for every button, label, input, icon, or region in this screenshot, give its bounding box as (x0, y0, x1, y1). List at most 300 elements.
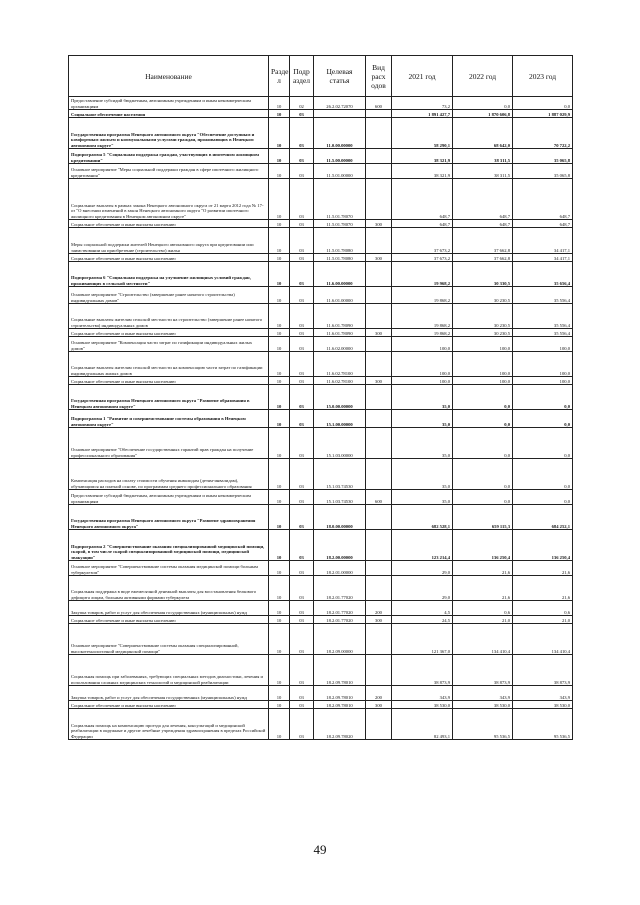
cell-expense-type: 200 (366, 686, 392, 701)
table-row (69, 616, 573, 624)
table-row (69, 530, 573, 561)
table-row (69, 228, 573, 254)
cell-podrazdel: 03 (290, 287, 314, 304)
cell-expense-type: 600 (366, 490, 392, 505)
cell-podrazdel: 03 (290, 220, 314, 228)
cell-name: Основное мероприятие "Обеспечение государственных гарантий прав граждан на получение профессионального образования" (69, 428, 269, 459)
cell-razdel: 10 (269, 616, 290, 624)
cell-expense-type (366, 561, 392, 576)
cell-podrazdel: 02 (290, 97, 314, 110)
cell-name: Основное мероприятие "Компенсация части затрат по газификации индивидуальных жилых домов" (69, 337, 269, 352)
cell-2023: 100,0 (513, 377, 573, 385)
cell-podrazdel: 03 (290, 655, 314, 686)
cell-2022: 659 115,3 (453, 505, 513, 530)
table-row (69, 164, 573, 179)
cell-podrazdel: 03 (290, 616, 314, 624)
cell-2023: 100,0 (513, 352, 573, 377)
cell-expense-type (366, 179, 392, 220)
table-row (69, 459, 573, 490)
table-body (69, 97, 573, 740)
cell-2023: 134 410,4 (513, 624, 573, 655)
cell-name: Социальные выплаты в рамках закона Ненецкого автономного округа от 21 марта 2012 года № 17-оз "О внесении изменений в закон Ненецкого автономного округа "О развитии ипотечного жилищного кредитования в Ненецком автономном округе" (69, 179, 269, 220)
cell-target-article: 18.2.09.78010 (314, 686, 366, 701)
cell-expense-type (366, 228, 392, 254)
cell-expense-type (366, 624, 392, 655)
cell-name: Социальная помощь на компенсацию проезда для лечения, консультаций и медицинской реабилитации в окружные и другие лечебные учреждения здравоохранения в пределах Российской Федерации (69, 709, 269, 740)
cell-podrazdel: 03 (290, 624, 314, 655)
cell-2023: 0,6 (513, 601, 573, 616)
cell-2021: 100,0 (392, 352, 453, 377)
table-row (69, 410, 573, 428)
cell-2022: 38 530,0 (453, 701, 513, 709)
cell-razdel: 10 (269, 530, 290, 561)
cell-razdel: 10 (269, 601, 290, 616)
cell-2023: 0,0 (513, 97, 573, 110)
cell-2021: 682 528,1 (392, 505, 453, 530)
cell-name: Социальные выплаты жителям сельской местности на строительство (завершение ранее начатого строительства) индивидуальных домов (69, 304, 269, 329)
table-row (69, 304, 573, 329)
cell-razdel: 10 (269, 179, 290, 220)
cell-2023: 100,0 (513, 337, 573, 352)
cell-expense-type: 200 (366, 601, 392, 616)
cell-2022: 21,6 (453, 576, 513, 601)
cell-podrazdel: 03 (290, 410, 314, 428)
cell-2021: 19 868,2 (392, 329, 453, 337)
table-row (69, 179, 573, 220)
cell-razdel: 10 (269, 624, 290, 655)
cell-target-article: 11.5.01.78080 (314, 228, 366, 254)
cell-razdel: 10 (269, 149, 290, 164)
cell-2023: 21,6 (513, 576, 573, 601)
cell-target-article: 11.5.01.78070 (314, 179, 366, 220)
cell-2023: 648,7 (513, 220, 573, 228)
table-row (69, 601, 573, 616)
cell-podrazdel: 03 (290, 601, 314, 616)
cell-podrazdel: 03 (290, 110, 314, 118)
cell-razdel: 10 (269, 655, 290, 686)
cell-name: Социальное обеспечение населения (69, 110, 269, 118)
cell-2023: 21,6 (513, 561, 573, 576)
cell-podrazdel: 03 (290, 164, 314, 179)
table-row (69, 352, 573, 377)
table-row (69, 505, 573, 530)
cell-target-article: 11.0.00.00000 (314, 118, 366, 149)
cell-2023: 0,0 (513, 490, 573, 505)
cell-2023: 34 417,1 (513, 228, 573, 254)
cell-name: Закупка товаров, работ и услуг для обеспечения государственных (муниципальных) нужд (69, 686, 269, 701)
cell-2021: 29,0 (392, 576, 453, 601)
cell-2021: 35,0 (392, 490, 453, 505)
cell-razdel: 10 (269, 576, 290, 601)
cell-expense-type: 600 (366, 97, 392, 110)
cell-name: Социальная помощь при заболеваниях, требующих специальных методов диагностики, лечения и использования сложных медицинских технологий и медицинской реабилитации (69, 655, 269, 686)
cell-expense-type (366, 530, 392, 561)
cell-razdel: 10 (269, 164, 290, 179)
cell-razdel: 10 (269, 337, 290, 352)
cell-2021: 35,0 (392, 459, 453, 490)
cell-expense-type (366, 655, 392, 686)
cell-podrazdel: 03 (290, 352, 314, 377)
cell-razdel: 10 (269, 459, 290, 490)
cell-target-article: 11.6.01.78090 (314, 329, 366, 337)
cell-2021: 100,0 (392, 377, 453, 385)
cell-2022: 30 230,5 (453, 304, 513, 329)
cell-name: Меры социальной поддержки жителей Ненецкого автономного округа при кредитовании или заимствовании на приобретение (строительство) жилья (69, 228, 269, 254)
cell-2023: 343,9 (513, 686, 573, 701)
col-header-2023: 2023 год (513, 56, 573, 97)
cell-razdel: 10 (269, 110, 290, 118)
cell-expense-type (366, 149, 392, 164)
cell-expense-type: 300 (366, 329, 392, 337)
cell-2021: 24,5 (392, 616, 453, 624)
cell-2021: 38 321,9 (392, 149, 453, 164)
cell-target-article: 11.5.01.78080 (314, 254, 366, 262)
cell-name: Государственная программа Ненецкого автономного округа "Развитие здравоохранения Ненецкого автономного округа" (69, 505, 269, 530)
cell-razdel: 10 (269, 228, 290, 254)
cell-podrazdel: 03 (290, 505, 314, 530)
cell-2021: 35,0 (392, 428, 453, 459)
cell-2022: 648,7 (453, 179, 513, 220)
table-row (69, 118, 573, 149)
cell-target-article: 11.6.00.00000 (314, 262, 366, 287)
cell-name: Социальное обеспечение и иные выплаты населению (69, 329, 269, 337)
cell-2022: 30 230,5 (453, 287, 513, 304)
cell-name: Подпрограмма 1 "Развитие и совершенствование системы образования в Ненецком автономном округе" (69, 410, 269, 428)
cell-2021: 37 673,2 (392, 254, 453, 262)
cell-2022: 0,0 (453, 410, 513, 428)
cell-podrazdel: 03 (290, 228, 314, 254)
cell-name: Государственная программа Ненецкого автономного округа "Обеспечение доступным и комфортным жильем и коммунальными услугами граждан, проживающих в Ненецком автономном округе" (69, 118, 269, 149)
cell-2021: 29,0 (392, 561, 453, 576)
cell-2022: 0,6 (453, 601, 513, 616)
cell-2021: 100,0 (392, 337, 453, 352)
table-row (69, 220, 573, 228)
cell-podrazdel: 03 (290, 179, 314, 220)
cell-target-article: 11.6.02.00000 (314, 337, 366, 352)
cell-2023: 38 873,9 (513, 655, 573, 686)
cell-name: Социальное обеспечение и иные выплаты населению (69, 220, 269, 228)
cell-2021: 19 968,2 (392, 262, 453, 287)
cell-podrazdel: 03 (290, 709, 314, 740)
cell-podrazdel: 03 (290, 490, 314, 505)
cell-target-article (314, 110, 366, 118)
cell-target-article: 18.2.01.77020 (314, 601, 366, 616)
table-row (69, 490, 573, 505)
cell-expense-type: 300 (366, 377, 392, 385)
cell-razdel: 10 (269, 686, 290, 701)
cell-expense-type (366, 459, 392, 490)
cell-target-article: 18.2.01.77020 (314, 616, 366, 624)
cell-2023: 1 887 029,9 (513, 110, 573, 118)
cell-name: Социальное обеспечение и иные выплаты населению (69, 254, 269, 262)
table-row (69, 329, 573, 337)
cell-target-article: 15.1.03.74530 (314, 490, 366, 505)
cell-2023: 35 556,4 (513, 329, 573, 337)
cell-podrazdel: 03 (290, 329, 314, 337)
cell-name: Подпрограмма 6 "Социальная поддержка на улучшение жилищных условий граждан, проживающих в сельской местности" (69, 262, 269, 287)
cell-2022: 0,0 (453, 490, 513, 505)
cell-expense-type (366, 287, 392, 304)
cell-name: Компенсация расходов на оплату стоимости обучения инвалидам (детям-инвалидам), обучающимся на платной основе, по программам среднего профессионального образования (69, 459, 269, 490)
cell-expense-type: 300 (366, 701, 392, 709)
cell-2022: 1 870 606,8 (453, 110, 513, 118)
col-header-2022: 2022 год (453, 56, 513, 97)
cell-2021: 123 214,4 (392, 530, 453, 561)
cell-target-article: 18.2.09.00000 (314, 624, 366, 655)
cell-target-article: 18.2.00.00000 (314, 530, 366, 561)
cell-expense-type (366, 576, 392, 601)
cell-2023: 0,0 (513, 459, 573, 490)
cell-name: Основное мероприятие "Совершенствование системы оказания медицинской помощи больным туберкулезом" (69, 561, 269, 576)
cell-expense-type: 300 (366, 616, 392, 624)
cell-2021: 37 673,2 (392, 228, 453, 254)
cell-2021: 58 290,1 (392, 118, 453, 149)
table-row (69, 655, 573, 686)
cell-2023: 0,0 (513, 428, 573, 459)
cell-name: Подпрограмма 5 "Социальная поддержка граждан, участвующих в ипотечном жилищном кредитовании" (69, 149, 269, 164)
cell-2022: 0,0 (453, 428, 513, 459)
table-row (69, 110, 573, 118)
cell-podrazdel: 03 (290, 149, 314, 164)
cell-name: Государственная программа Ненецкого автономного округа "Развитие образования в Ненецком автономном округе" (69, 385, 269, 410)
cell-2023: 648,7 (513, 179, 573, 220)
cell-name: Основное мероприятие "Совершенствование системы оказания специализированной, высокотехнологичной медицинской помощи" (69, 624, 269, 655)
cell-2023: 70 722,2 (513, 118, 573, 149)
cell-2022: 30 230,5 (453, 329, 513, 337)
table-row (69, 149, 573, 164)
col-header-name: Наименование (69, 56, 269, 97)
cell-2023: 136 250,4 (513, 530, 573, 561)
cell-razdel: 10 (269, 410, 290, 428)
cell-target-article: 11.6.02.78100 (314, 377, 366, 385)
cell-name: Закупка товаров, работ и услуг для обеспечения государственных (муниципальных) нужд (69, 601, 269, 616)
cell-razdel: 10 (269, 254, 290, 262)
cell-target-article: 26.2.02.72070 (314, 97, 366, 110)
cell-2022: 0,0 (453, 97, 513, 110)
cell-target-article: 18.2.09.78010 (314, 701, 366, 709)
cell-expense-type (366, 428, 392, 459)
cell-razdel: 10 (269, 701, 290, 709)
cell-2021: 1 891 427,7 (392, 110, 453, 118)
cell-expense-type: 300 (366, 254, 392, 262)
cell-podrazdel: 03 (290, 385, 314, 410)
cell-expense-type (366, 709, 392, 740)
col-header-razdel: Разде л (269, 56, 290, 97)
page-number: 49 (313, 842, 327, 857)
cell-razdel: 10 (269, 304, 290, 329)
cell-razdel: 10 (269, 490, 290, 505)
table-row (69, 686, 573, 701)
cell-2022: 100,0 (453, 352, 513, 377)
cell-target-article: 18.2.09.78010 (314, 655, 366, 686)
cell-podrazdel: 03 (290, 686, 314, 701)
table-row (69, 287, 573, 304)
cell-2023: 35 065,8 (513, 149, 573, 164)
cell-podrazdel: 03 (290, 118, 314, 149)
cell-2022: 37 662,8 (453, 228, 513, 254)
cell-2021: 19 868,2 (392, 287, 453, 304)
cell-target-article: 11.6.01.00000 (314, 287, 366, 304)
cell-razdel: 10 (269, 385, 290, 410)
table-row (69, 561, 573, 576)
budget-table-scan (68, 55, 572, 740)
cell-podrazdel: 03 (290, 262, 314, 287)
cell-target-article: 11.5.01.78070 (314, 220, 366, 228)
cell-2022: 136 250,4 (453, 530, 513, 561)
col-header-2021: 2021 год (392, 56, 453, 97)
cell-2021: 73,2 (392, 97, 453, 110)
cell-target-article: 18.2.01.00000 (314, 561, 366, 576)
cell-2023: 95 536,5 (513, 709, 573, 740)
cell-expense-type (366, 352, 392, 377)
table-row (69, 254, 573, 262)
cell-target-article: 15.0.00.00000 (314, 385, 366, 410)
cell-expense-type: 300 (366, 220, 392, 228)
table-row (69, 428, 573, 459)
cell-2021: 343,9 (392, 686, 453, 701)
table-row (69, 701, 573, 709)
cell-razdel: 10 (269, 505, 290, 530)
col-header-podrazdel: Подр аздел (290, 56, 314, 97)
cell-target-article: 18.2.01.77020 (314, 576, 366, 601)
cell-razdel: 10 (269, 220, 290, 228)
cell-podrazdel: 03 (290, 254, 314, 262)
cell-razdel: 10 (269, 97, 290, 110)
cell-razdel: 10 (269, 377, 290, 385)
table-row (69, 576, 573, 601)
cell-2022: 648,7 (453, 220, 513, 228)
cell-podrazdel: 03 (290, 337, 314, 352)
cell-name: Предоставление субсидий бюджетным, автономным учреждениям и иным некоммерческим организациям (69, 97, 269, 110)
cell-expense-type (366, 262, 392, 287)
cell-podrazdel: 03 (290, 530, 314, 561)
cell-target-article: 11.6.02.78100 (314, 352, 366, 377)
cell-name: Социальное обеспечение и иные выплаты населению (69, 616, 269, 624)
cell-razdel: 10 (269, 118, 290, 149)
cell-razdel: 10 (269, 352, 290, 377)
cell-2022: 21,0 (453, 616, 513, 624)
cell-2022: 134 410,4 (453, 624, 513, 655)
cell-2023: 34 417,1 (513, 254, 573, 262)
table-row (69, 337, 573, 352)
cell-razdel: 10 (269, 262, 290, 287)
cell-2021: 648,7 (392, 179, 453, 220)
cell-2022: 100,0 (453, 337, 513, 352)
cell-expense-type (366, 118, 392, 149)
cell-2023: 35 656,4 (513, 262, 573, 287)
cell-2021: 4,5 (392, 601, 453, 616)
cell-podrazdel: 03 (290, 428, 314, 459)
cell-razdel: 10 (269, 287, 290, 304)
cell-target-article: 15.1.00.00000 (314, 410, 366, 428)
cell-2021: 38 530,0 (392, 701, 453, 709)
cell-2022: 21,6 (453, 561, 513, 576)
cell-2021: 121 367,0 (392, 624, 453, 655)
table-row (69, 377, 573, 385)
cell-razdel: 10 (269, 428, 290, 459)
table-row (69, 385, 573, 410)
cell-razdel: 10 (269, 329, 290, 337)
cell-2023: 35 556,4 (513, 287, 573, 304)
cell-2023: 35 065,8 (513, 164, 573, 179)
cell-2023: 0,0 (513, 410, 573, 428)
cell-podrazdel: 03 (290, 459, 314, 490)
cell-2021: 82 493,1 (392, 709, 453, 740)
cell-target-article: 11.6.01.78090 (314, 304, 366, 329)
cell-expense-type (366, 164, 392, 179)
cell-expense-type (366, 304, 392, 329)
cell-target-article: 18.2.09.78020 (314, 709, 366, 740)
cell-target-article: 11.5.00.00000 (314, 149, 366, 164)
cell-razdel: 10 (269, 709, 290, 740)
cell-2022: 37 662,8 (453, 254, 513, 262)
cell-name: Социальная поддержка в виде ежемесячной денежной выплаты для восстановления белкового дефицита лицам, больным активными формами туберкулеза (69, 576, 269, 601)
cell-2023: 35 556,4 (513, 304, 573, 329)
cell-name: Основное мероприятие "Меры социальной поддержки граждан в сфере ипотечного жилищного кредитования" (69, 164, 269, 179)
cell-2023: 38 530,0 (513, 701, 573, 709)
cell-name: Основное мероприятие "Строительство (завершение ранее начатого строительства) индивидуальных домов" (69, 287, 269, 304)
table-row (69, 709, 573, 740)
cell-podrazdel: 03 (290, 701, 314, 709)
cell-podrazdel: 03 (290, 561, 314, 576)
cell-expense-type (366, 385, 392, 410)
cell-2022: 38 311,5 (453, 149, 513, 164)
table-row (69, 97, 573, 110)
col-header-expense-type: Вид расх одов (366, 56, 392, 97)
cell-2022: 343,9 (453, 686, 513, 701)
col-header-target-article: Целевая статья (314, 56, 366, 97)
cell-target-article: 15.1.03.00000 (314, 428, 366, 459)
cell-2022: 95 536,5 (453, 709, 513, 740)
cell-expense-type (366, 337, 392, 352)
cell-2022: 38 311,5 (453, 164, 513, 179)
budget-table (68, 55, 573, 740)
cell-podrazdel: 03 (290, 576, 314, 601)
cell-2021: 38 873,9 (392, 655, 453, 686)
cell-2023: 21,0 (513, 616, 573, 624)
cell-name: Предоставление субсидий бюджетным, автономным учреждениям и иным некоммерческим организациям (69, 490, 269, 505)
cell-2021: 35,0 (392, 385, 453, 410)
cell-2023: 684 252,1 (513, 505, 573, 530)
cell-name: Социальные выплаты жителям сельской местности на компенсацию части затрат по газификации индивидуальных жилых домов (69, 352, 269, 377)
cell-2021: 19 868,2 (392, 304, 453, 329)
cell-expense-type (366, 410, 392, 428)
cell-2021: 648,7 (392, 220, 453, 228)
cell-2022: 100,0 (453, 377, 513, 385)
cell-target-article: 15.1.03.74530 (314, 459, 366, 490)
cell-razdel: 10 (269, 561, 290, 576)
cell-2022: 68 642,0 (453, 118, 513, 149)
table-row (69, 262, 573, 287)
cell-name: Социальное обеспечение и иные выплаты населению (69, 377, 269, 385)
cell-2022: 30 330,5 (453, 262, 513, 287)
table-row (69, 624, 573, 655)
cell-name: Подпрограмма 2 "Совершенствование оказания специализированной медицинской помощи, скорой, в том числе скорой специализированной медицинской помощи, медицинской эвакуации" (69, 530, 269, 561)
cell-podrazdel: 03 (290, 377, 314, 385)
cell-expense-type (366, 110, 392, 118)
cell-2022: 38 873,9 (453, 655, 513, 686)
cell-2022: 0,0 (453, 385, 513, 410)
table-header-row (69, 56, 573, 97)
cell-name: Социальное обеспечение и иные выплаты населению (69, 701, 269, 709)
cell-target-article: 11.5.01.00000 (314, 164, 366, 179)
cell-2021: 38 321,9 (392, 164, 453, 179)
cell-2021: 35,0 (392, 410, 453, 428)
cell-expense-type (366, 505, 392, 530)
cell-2023: 0,0 (513, 385, 573, 410)
cell-2022: 0,0 (453, 459, 513, 490)
cell-podrazdel: 03 (290, 304, 314, 329)
